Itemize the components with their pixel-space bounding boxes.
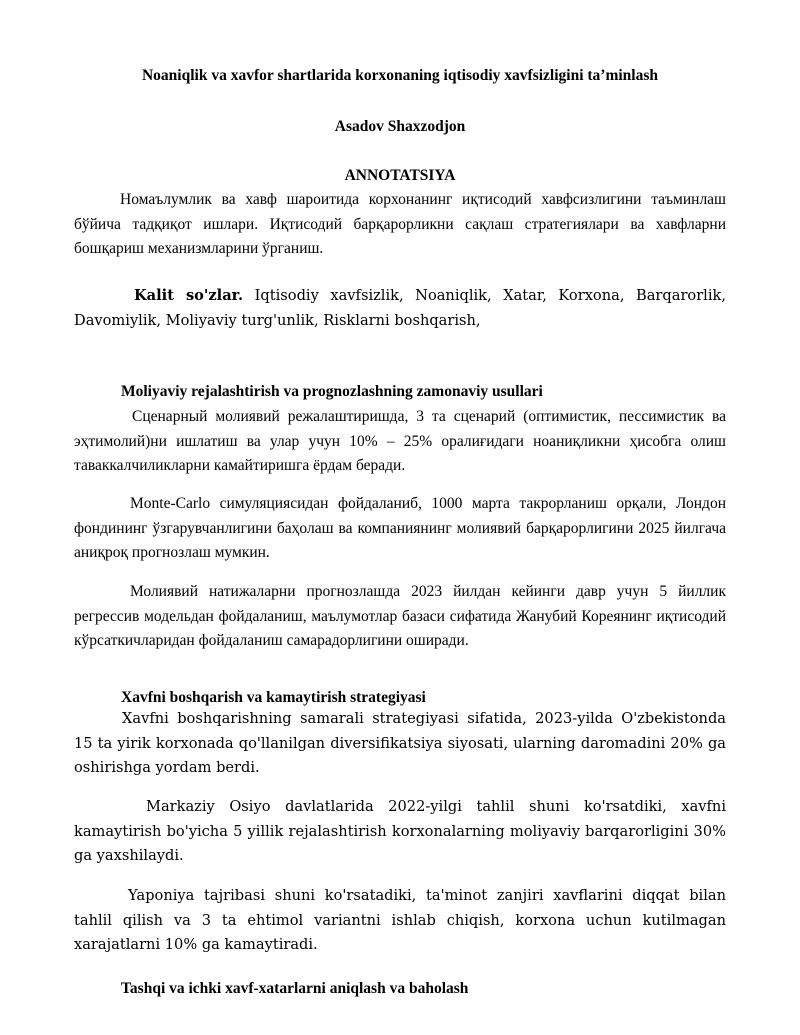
section-paragraph: Markaziy Osiyo davlatlarida 2022-yilgi tahlil shuni ko'rsatdiki, xavfni kamaytirish bo'yicha 5 yillik rejalashtirish korxonalarning moliyaviy barqarorligini 30% ga yaxshilaydi.: [74, 798, 726, 864]
keywords-label: Kalit so'zlar.: [134, 287, 244, 304]
section-paragraph: Сценарный молиявий режалаштиришда, 3 та сценарий (оптимистик, пессимистик ва эҳтимолий)ни ишлатиш ва улар учун 10% – 25% оралиғидаги ноаниқликни ҳисобга олиш таваккалчиликларни камайтиришга ёрдам беради.: [74, 408, 726, 474]
annotation-paragraph: Номаълумлик ва хавф шароитида корхонанинг иқтисодий хавфсизлигини таъминлаш бўйича тадқиқот ишлари. Иқтисодий барқарорликни сақлаш стратегиялари ва хавфларни бошқариш механизмларини ўрганиш.: [74, 191, 726, 257]
section-heading: Tashqi va ichki xavf-xatarlarni aniqlash va baholash: [121, 980, 469, 997]
section-paragraph: Monte-Carlo симуляциясидан фойдаланиб, 1000 марта такрорланиш орқали, Лондон фондининг ўзгарувчанлигини баҳолаш ва компаниянинг молиявий барқарорлигини 2025 йилгача аниқроқ прогнозлаш мумкин.: [74, 495, 726, 561]
section-paragraph: Молиявий натижаларни прогнозлашда 2023 йилдан кейинги давр учун 5 йиллик регрессив модельдан фойдаланиш, маълумотлар базаси сифатида Жанубий Кореянинг иқтисодий кўрсаткичларидан фойдаланиш самарадорлигини оширади.: [74, 583, 726, 649]
section-heading: Moliyaviy rejalashtirish va prognozlashning zamonaviy usullari: [121, 383, 543, 400]
section-heading: Xavfni boshqarish va kamaytirish strategiyasi: [121, 689, 426, 706]
keywords-paragraph: [74, 284, 726, 333]
section-paragraph: Yaponiya tajribasi shuni ko'rsatadiki, ta'minot zanjiri xavflarini diqqat bilan tahlil qilish va 3 ta ehtimol variantni ishlab chiqish, korxona uchun kutilmagan xarajatlarni 10% ga kamaytiradi.: [74, 887, 726, 953]
section-paragraph: Xavfni boshqarishning samarali strategiyasi sifatida, 2023-yilda O'zbekistonda 15 ta yirik korxonada qo'llanilgan diversifikatsiya siyosati, ularning daromadini 20% ga oshirishga yordam berdi.: [74, 710, 726, 776]
keywords-text: Iqtisodiy xavfsizlik, Noaniqlik, Xatar, Korxona, Barqarorlik, Davomiylik, Moliyaviy turg'unlik, Risklarni boshqarish,: [74, 287, 727, 329]
annotation-heading: ANNOTATSIYA: [344, 167, 456, 184]
paper-title: Noaniqlik va xavfor shartlarida korxonaning iqtisodiy xavfsizligini ta’minlash: [141, 67, 659, 84]
author-name: Asadov Shaxzodjon: [334, 118, 466, 135]
